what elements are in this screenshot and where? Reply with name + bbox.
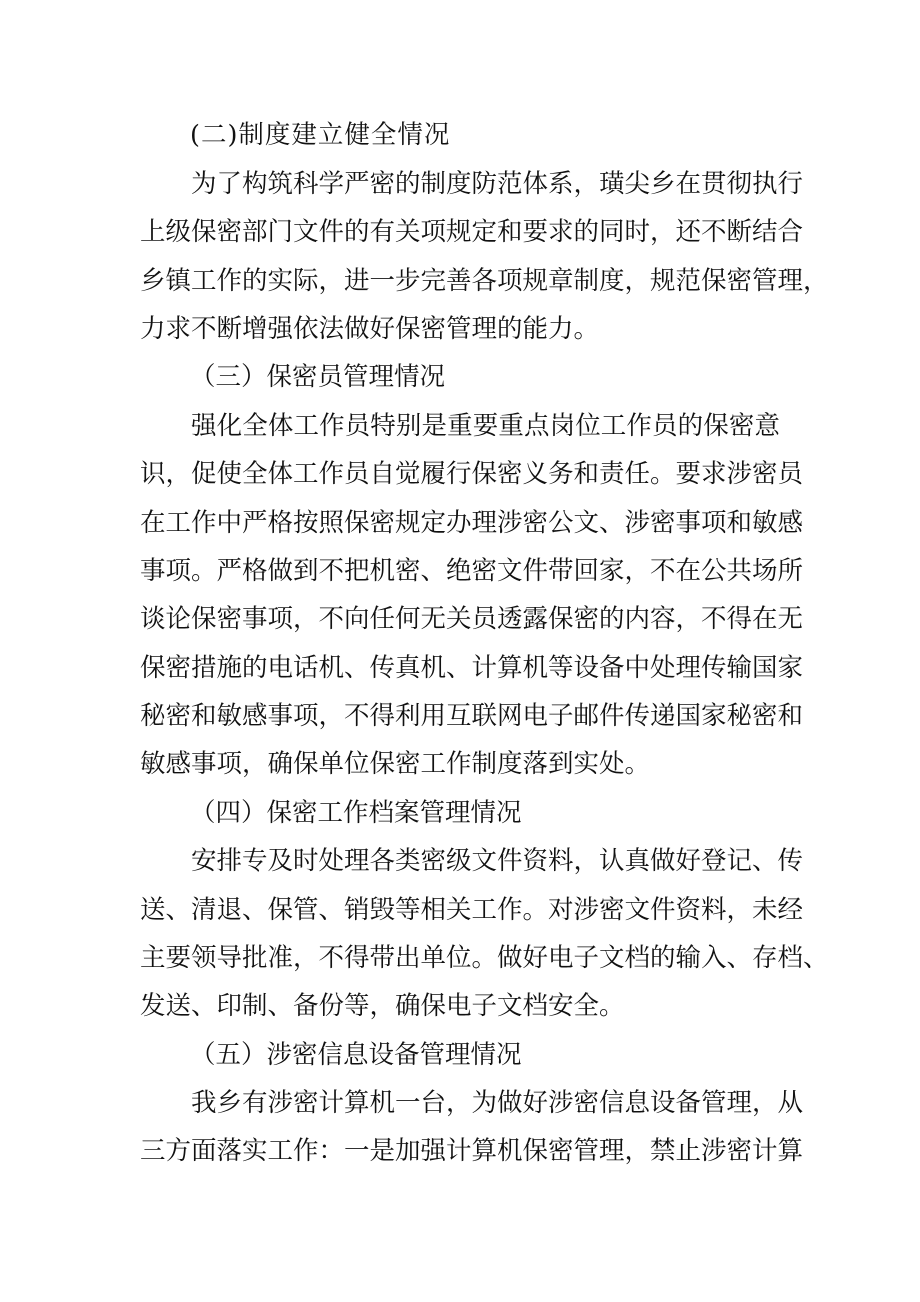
paragraph-line: 谈论保密事项，不向任何无关员透露保密的内容，不得在无 (140, 604, 804, 634)
paragraph-line: 为了构筑科学严密的制度防范体系，璜尖乡在贯彻执行 (191, 169, 804, 199)
paragraph-line: 秘密和敏感事项，不得利用互联网电子邮件传递国家秘密和 (140, 701, 804, 731)
paragraph-line: 敏感事项，确保单位保密工作制度落到实处。 (140, 749, 651, 779)
paragraph-line: 在工作中严格按照保密规定办理涉密公文、涉密事项和敏感 (140, 508, 804, 538)
section-heading-5: （五）涉密信息设备管理情况 (190, 1040, 522, 1070)
paragraph-line: 三方面落实工作：一是加强计算机保密管理，禁止涉密计算 (140, 1136, 804, 1166)
section-heading-2: (二)制度建立健全情况 (190, 120, 451, 150)
paragraph-line: 安排专及时处理各类密级文件资料，认真做好登记、传 (191, 846, 804, 876)
paragraph-line: 我乡有涉密计算机一台，为做好涉密信息设备管理，从 (191, 1088, 804, 1118)
section-heading-4: （四）保密工作档案管理情况 (190, 798, 522, 828)
paragraph-line: 发送、印制、备份等，确保电子文档安全。 (140, 991, 625, 1021)
paragraph-line: 送、清退、保管、销毁等相关工作。对涉密文件资料，未经 (140, 895, 804, 925)
paragraph-line: 上级保密部门文件的有关项规定和要求的同时，还不断结合 (140, 217, 804, 247)
paragraph-line: 乡镇工作的实际，进一步完善各项规章制度，规范保密管理， (140, 266, 829, 296)
paragraph-line: 主要领导批准，不得带出单位。做好电子文档的输入、存档、 (140, 943, 829, 973)
paragraph-line: 力求不断增强依法做好保密管理的能力。 (140, 314, 600, 344)
paragraph-line: 强化全体工作员特别是重要重点岗位工作员的保密意 (191, 411, 780, 441)
paragraph-line: 识，促使全体工作员自觉履行保密义务和责任。要求涉密员 (140, 459, 804, 489)
paragraph-line: 事项。严格做到不把机密、绝密文件带回家，不在公共场所 (140, 556, 804, 586)
paragraph-line: 保密措施的电话机、传真机、计算机等设备中处理传输国家 (140, 653, 804, 683)
section-heading-3: （三）保密员管理情况 (190, 362, 446, 392)
